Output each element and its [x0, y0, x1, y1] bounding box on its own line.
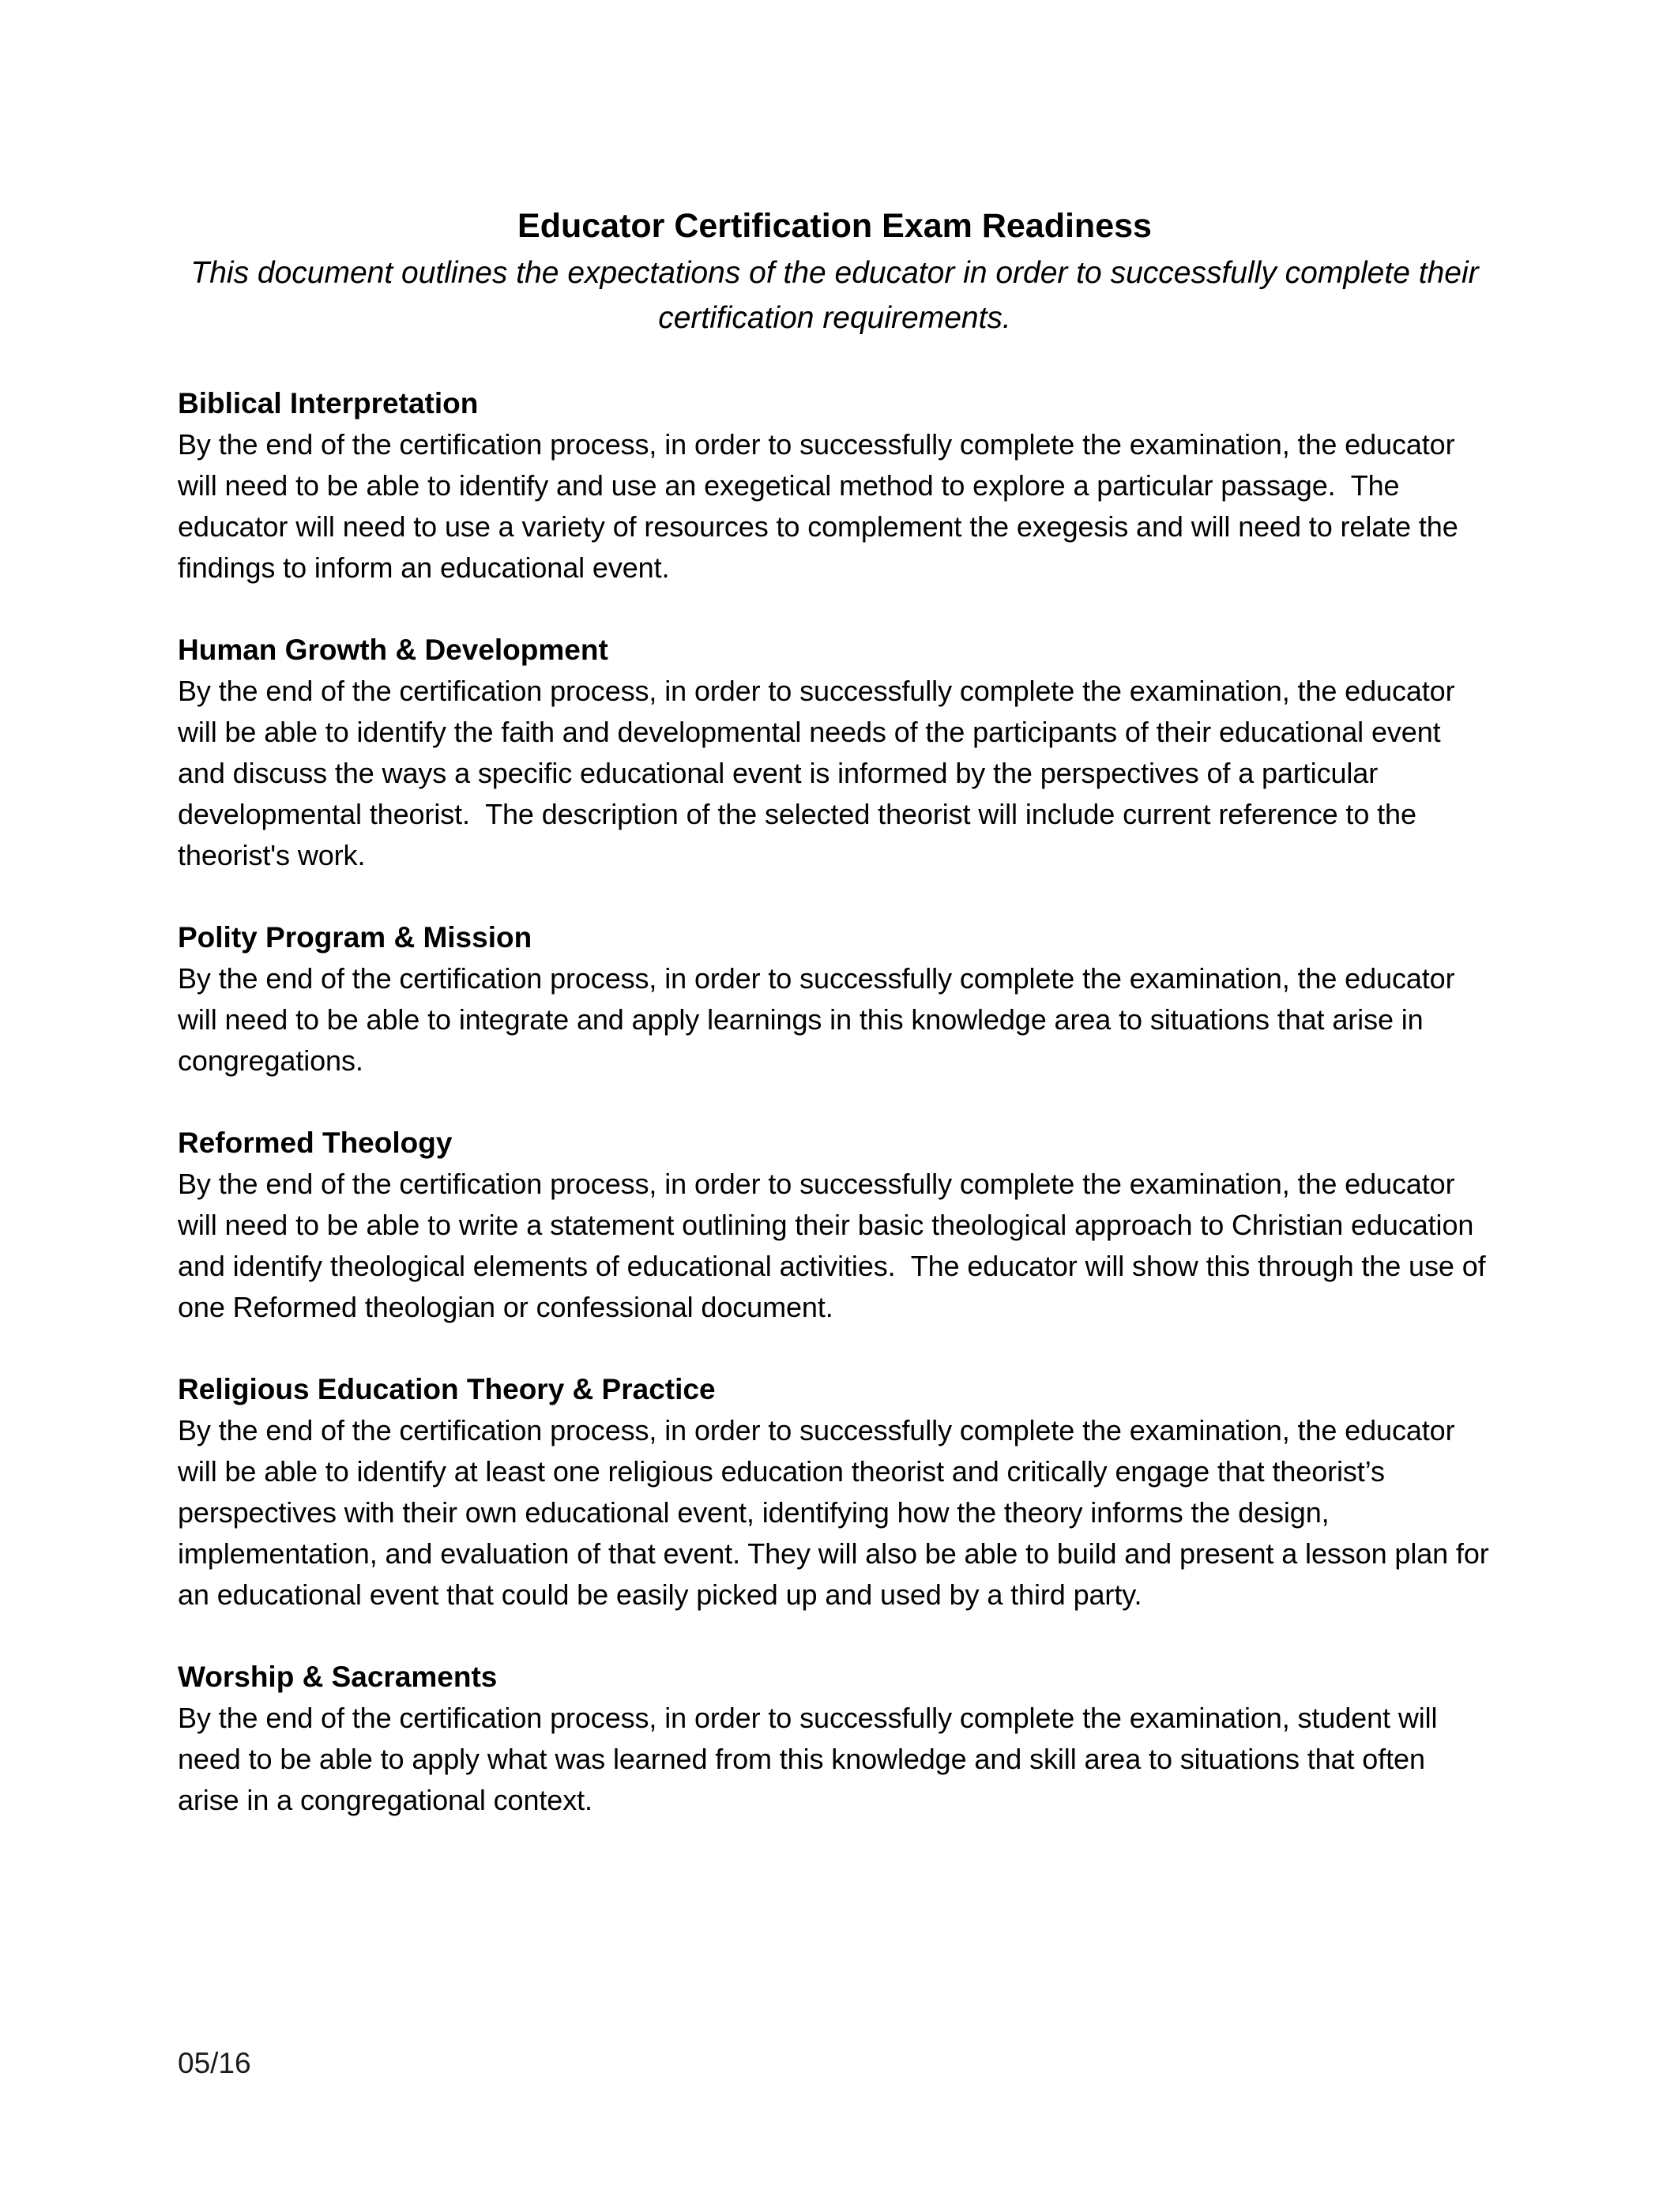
- document-title: Educator Certification Exam Readiness: [517, 207, 1152, 245]
- section-religious-education-theory-practice: [178, 1369, 1497, 1616]
- section-worship-sacraments: [178, 1657, 1492, 1821]
- document-header: [178, 201, 1492, 340]
- document-body: [178, 383, 1497, 1821]
- section-paragraph-religious-education-theory-practice: By the end of the certification process, in order to successfully complete the examination, the educator will be able to identify at least one religious education theorist and critically engage that theorist’s perspectives with their own educational event, identifying how the theory informs the design, implementation, and evaluation of that event. They will also be able to build and present a lesson plan for an educational event that could be easily picked up and used by a third party.: [178, 1414, 1497, 1611]
- section-heading-religious-education-theory-practice: Religious Education Theory & Practice: [178, 1373, 716, 1405]
- section-paragraph-biblical-interpretation: By the end of the certification process, in order to successfully complete the examination, the educator will need to be able to identify and use an exegetical method to explore a particular passage. The educator will need to use a variety of resources to complement the exegesis and will need to relate the findings to inform an educational event.: [178, 428, 1466, 584]
- section-reformed-theology: [178, 1123, 1492, 1328]
- section-heading-polity-program-mission: Polity Program & Mission: [178, 921, 532, 954]
- section-heading-biblical-interpretation: Biblical Interpretation: [178, 387, 479, 419]
- section-biblical-interpretation: [178, 383, 1492, 589]
- page-footer-date: 05/16: [178, 2047, 251, 2079]
- section-paragraph-reformed-theology: By the end of the certification process, in order to successfully complete the examination, the educator will need to be able to write a statement outlining their basic theological approach to Christian education and identify theological elements of educational activities. The educator will show this through the use of one Reformed theologian or confessional document.: [178, 1168, 1494, 1323]
- section-paragraph-human-growth-development: By the end of the certification process, in order to successfully complete the examination, the educator will be able to identify the faith and developmental needs of the participants of their educational event and discuss the ways a specific educational event is informed by the perspectives of a particular developmental theorist. The description of the selected theorist will include current reference to the theorist's work.: [178, 675, 1463, 871]
- section-polity-program-mission: [178, 917, 1492, 1082]
- section-paragraph-polity-program-mission: By the end of the certification process, in order to successfully complete the examination, the educator will need to be able to integrate and apply learnings in this knowledge area to situations that arise in congregations.: [178, 962, 1463, 1077]
- section-heading-reformed-theology: Reformed Theology: [178, 1127, 453, 1159]
- document-subtitle: This document outlines the expectations of the educator in order to successfully complete their certification requirements.: [190, 256, 1479, 335]
- section-paragraph-worship-sacraments: By the end of the certification process, in order to successfully complete the examination, student will need to be able to apply what was learned from this knowledge and skill area to situations that often arise in a congregational context.: [178, 1702, 1446, 1816]
- section-heading-worship-sacraments: Worship & Sacraments: [178, 1661, 498, 1693]
- section-heading-human-growth-development: Human Growth & Development: [178, 634, 608, 666]
- section-human-growth-development: [178, 630, 1492, 876]
